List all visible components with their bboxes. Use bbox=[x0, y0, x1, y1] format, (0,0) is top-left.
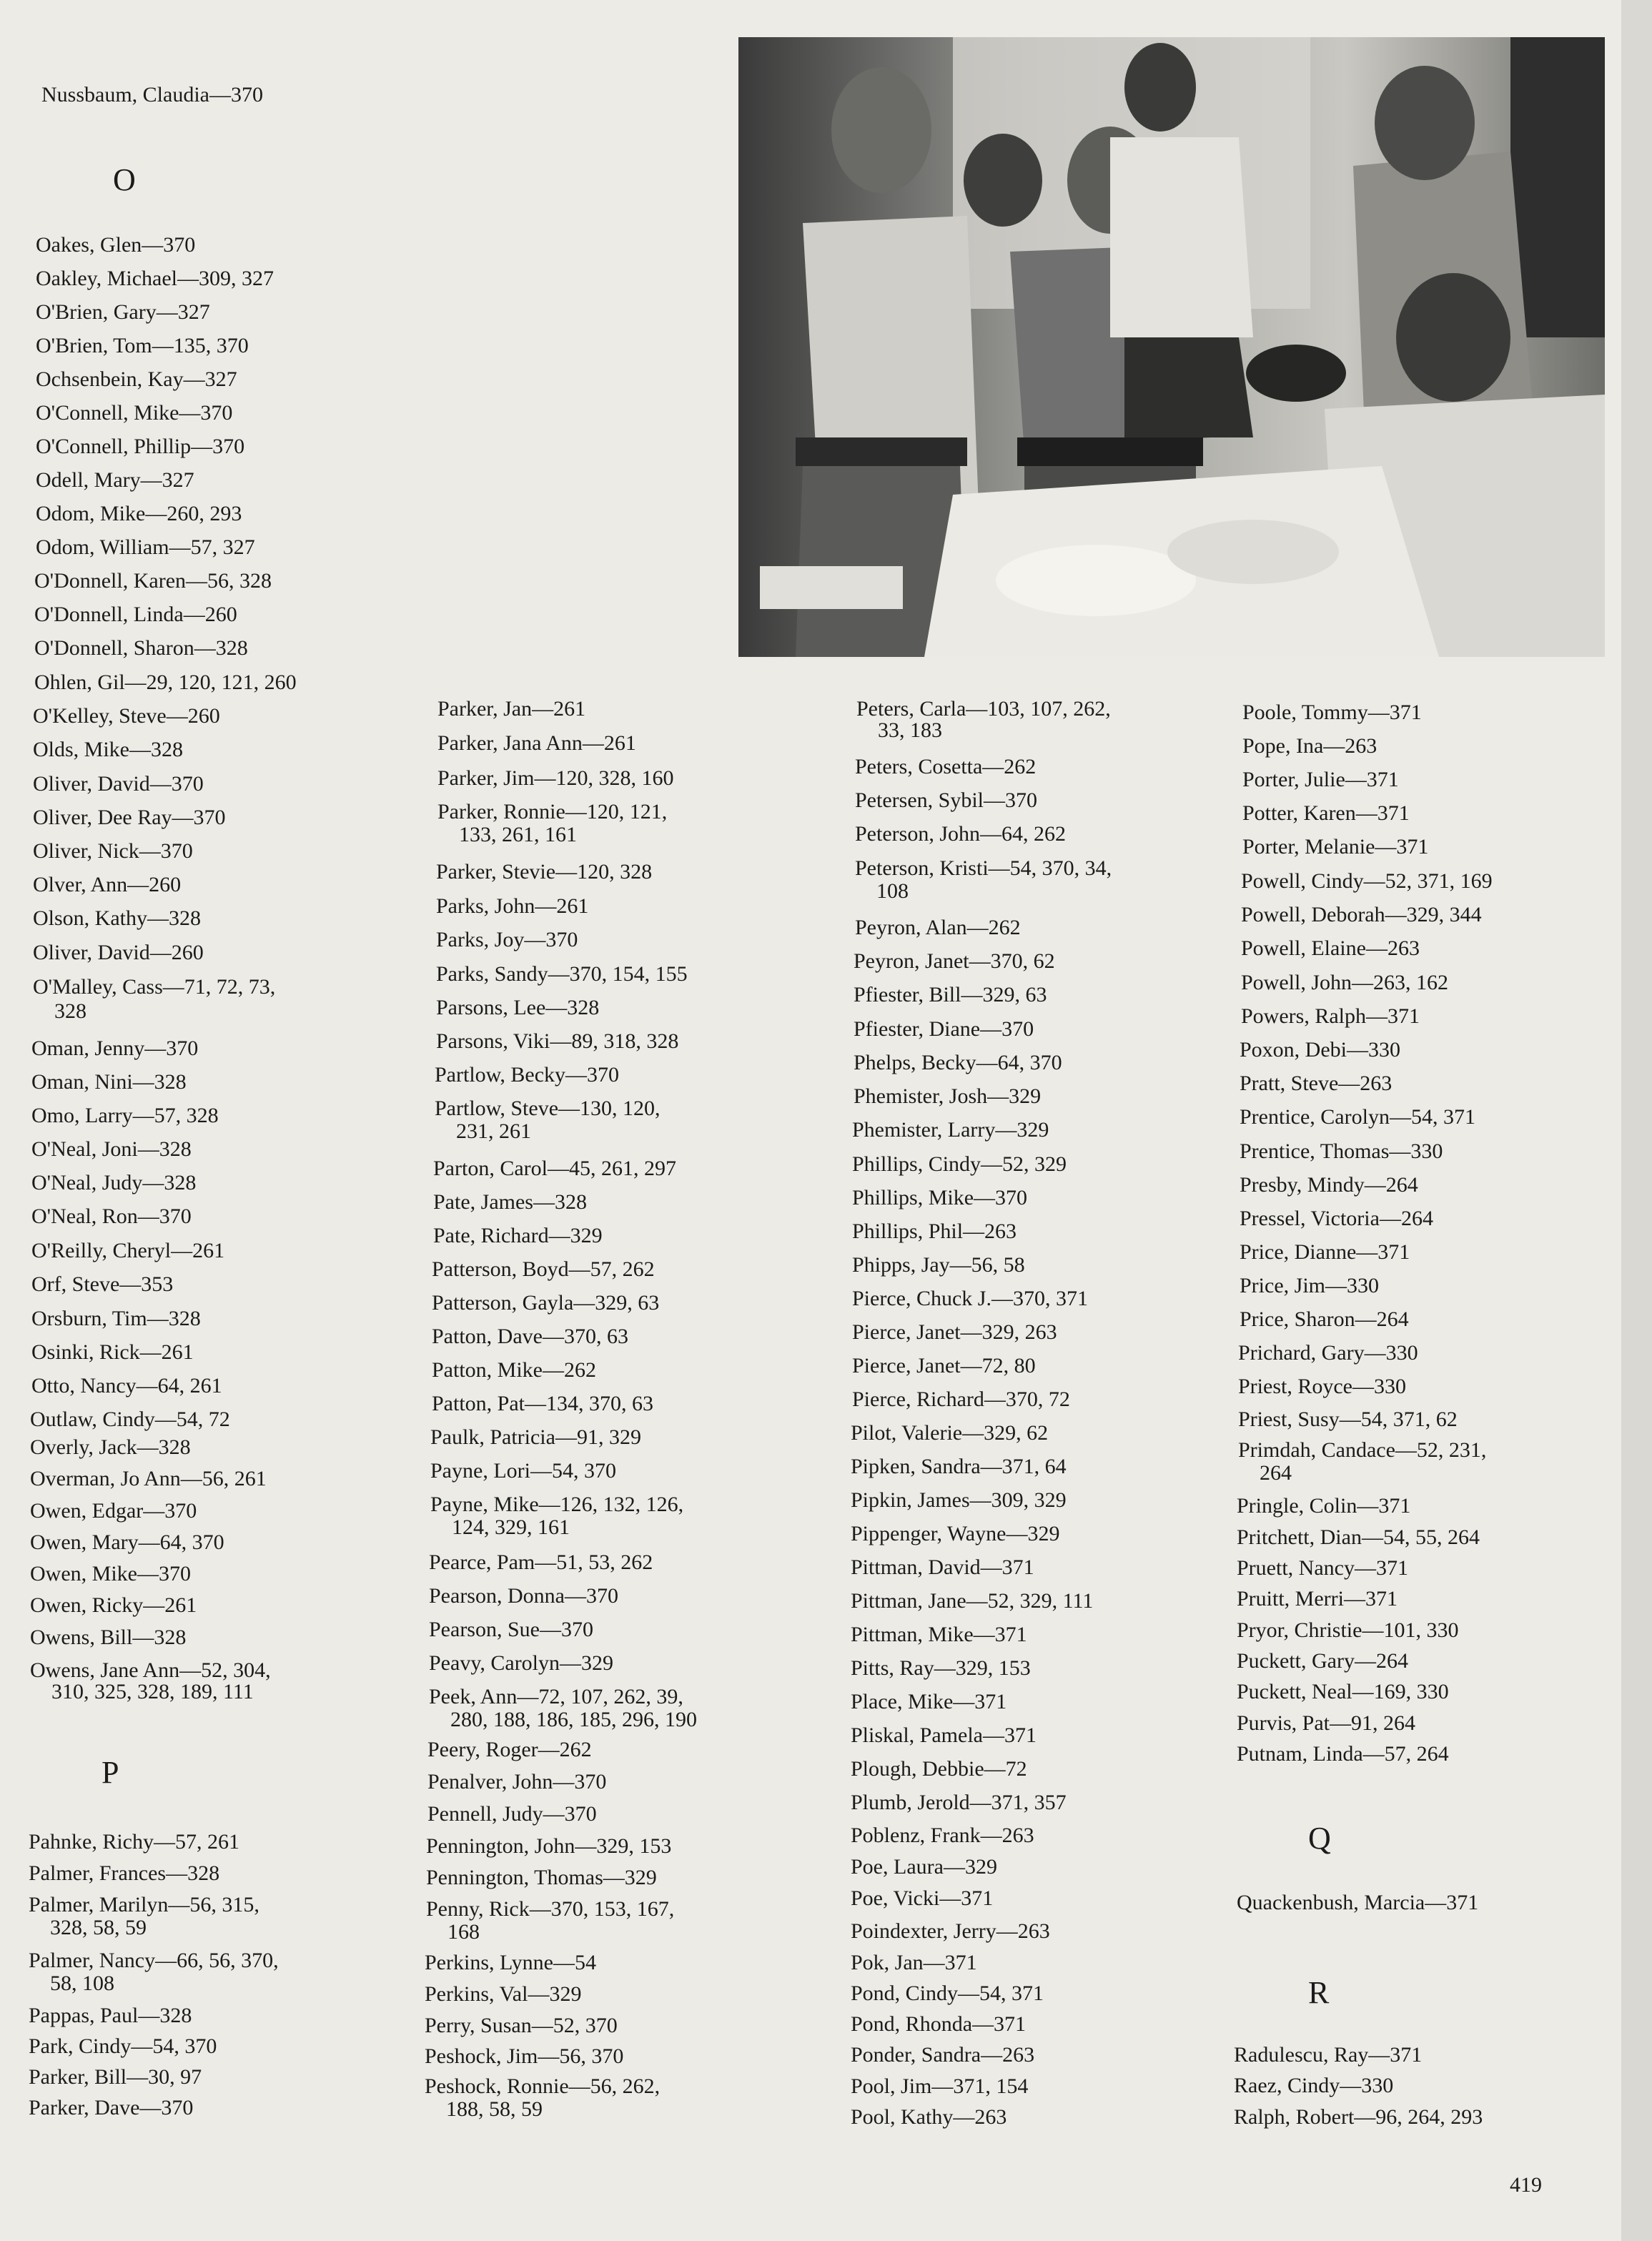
index-entry: Odom, William—57, 327 bbox=[36, 535, 255, 559]
index-entry: Priest, Royce—330 bbox=[1238, 1375, 1406, 1398]
index-entry: Owens, Jane Ann—52, 304, bbox=[30, 1658, 271, 1682]
index-entry: O'Kelley, Steve—260 bbox=[33, 704, 220, 728]
index-entry: Parks, Joy—370 bbox=[436, 928, 578, 951]
index-entry: Oliver, David—370 bbox=[33, 772, 204, 796]
index-entry: Olver, Ann—260 bbox=[33, 873, 182, 896]
index-entry: Purvis, Pat—91, 264 bbox=[1237, 1711, 1416, 1735]
index-entry: Pope, Ina—263 bbox=[1242, 734, 1378, 758]
index-entry: O'Neal, Ron—370 bbox=[31, 1204, 192, 1228]
index-entry-continued: 231, 261 bbox=[456, 1119, 531, 1143]
index-entry: Prentice, Thomas—330 bbox=[1240, 1139, 1443, 1163]
index-entry: Pate, James—328 bbox=[433, 1190, 587, 1214]
index-entry: Porter, Julie—371 bbox=[1242, 768, 1399, 791]
index-entry: Perkins, Lynne—54 bbox=[425, 1951, 596, 1974]
index-entry: Peters, Cosetta—262 bbox=[855, 755, 1037, 778]
index-entry: Peshock, Ronnie—56, 262, bbox=[425, 2074, 661, 2098]
section-heading-p: P bbox=[102, 1755, 119, 1790]
index-entry-continued: 58, 108 bbox=[50, 1972, 114, 1995]
index-entry: O'Brien, Gary—327 bbox=[36, 300, 210, 324]
index-entry: Phillips, Cindy—52, 329 bbox=[852, 1152, 1067, 1176]
section-heading-o: O bbox=[113, 162, 136, 197]
index-entry: Pond, Cindy—54, 371 bbox=[851, 1982, 1044, 2005]
index-entry: Primdah, Candace—52, 231, bbox=[1238, 1438, 1487, 1462]
index-entry: Phemister, Larry—329 bbox=[852, 1118, 1049, 1142]
yearbook-photo bbox=[738, 37, 1605, 657]
index-entry: Pierce, Janet—329, 263 bbox=[852, 1320, 1057, 1344]
index-entry: Pool, Jim—371, 154 bbox=[851, 2074, 1029, 2098]
index-entry: Parks, Sandy—370, 154, 155 bbox=[436, 962, 688, 986]
index-entry: Park, Cindy—54, 370 bbox=[29, 2034, 217, 2058]
index-entry: Pearson, Sue—370 bbox=[429, 1618, 593, 1641]
index-entry: Peavy, Carolyn—329 bbox=[429, 1651, 614, 1675]
index-entry: Pilot, Valerie—329, 62 bbox=[851, 1421, 1049, 1445]
index-entry: Poe, Vicki—371 bbox=[851, 1886, 994, 1910]
index-entry: Peterson, John—64, 262 bbox=[855, 822, 1066, 846]
index-entry: Presby, Mindy—264 bbox=[1240, 1173, 1418, 1197]
index-entry: Parsons, Viki—89, 318, 328 bbox=[436, 1029, 679, 1053]
index-entry: Perkins, Val—329 bbox=[425, 1982, 582, 2006]
index-entry: Poe, Laura—329 bbox=[851, 1855, 997, 1879]
index-entry: Price, Jim—330 bbox=[1240, 1274, 1379, 1297]
index-entry: Oliver, Dee Ray—370 bbox=[33, 806, 226, 829]
index-entry: Price, Dianne—371 bbox=[1240, 1240, 1410, 1264]
index-entry: Plumb, Jerold—371, 357 bbox=[851, 1791, 1067, 1814]
index-entry: Oman, Nini—328 bbox=[31, 1070, 187, 1094]
index-entry: Parton, Carol—45, 261, 297 bbox=[433, 1157, 676, 1180]
index-entry: Puckett, Neal—169, 330 bbox=[1237, 1680, 1449, 1703]
index-entry: Pahnke, Richy—57, 261 bbox=[29, 1830, 239, 1854]
index-entry: Pennington, Thomas—329 bbox=[426, 1866, 657, 1889]
index-entry: Perry, Susan—52, 370 bbox=[425, 2014, 618, 2037]
index-entry: Pipkin, James—309, 329 bbox=[851, 1488, 1067, 1512]
index-entry: O'Brien, Tom—135, 370 bbox=[36, 334, 249, 357]
index-entry: Pryor, Christie—101, 330 bbox=[1237, 1618, 1459, 1642]
index-entry: Pritchett, Dian—54, 55, 264 bbox=[1237, 1525, 1480, 1549]
index-entry: Penalver, John—370 bbox=[427, 1770, 607, 1794]
index-entry: Poblenz, Frank—263 bbox=[851, 1824, 1034, 1847]
index-entry: Pruett, Nancy—371 bbox=[1237, 1556, 1408, 1580]
index-entry: Payne, Mike—126, 132, 126, bbox=[430, 1493, 684, 1516]
section-heading-q: Q bbox=[1308, 1821, 1331, 1856]
index-entry: Parker, Jana Ann—261 bbox=[437, 731, 636, 755]
index-entry: Orsburn, Tim—328 bbox=[31, 1307, 201, 1330]
index-entry: Owens, Bill—328 bbox=[30, 1626, 187, 1649]
index-entry: Puckett, Gary—264 bbox=[1237, 1649, 1408, 1673]
index-entry: Pittman, Mike—371 bbox=[851, 1623, 1027, 1646]
index-entry: Olson, Kathy—328 bbox=[33, 906, 201, 930]
index-entry: Ponder, Sandra—263 bbox=[851, 2043, 1035, 2067]
index-entry: Parsons, Lee—328 bbox=[436, 996, 600, 1019]
index-entry: Otto, Nancy—64, 261 bbox=[31, 1374, 222, 1397]
index-entry: Radulescu, Ray—371 bbox=[1234, 2043, 1423, 2067]
index-entry-continued: 264 bbox=[1260, 1461, 1292, 1485]
index-entry: Pittman, David—371 bbox=[851, 1555, 1034, 1579]
index-entry: Quackenbush, Marcia—371 bbox=[1237, 1891, 1479, 1914]
index-entry: Raez, Cindy—330 bbox=[1234, 2074, 1394, 2097]
section-heading-r: R bbox=[1308, 1975, 1330, 2010]
index-entry: Payne, Lori—54, 370 bbox=[430, 1459, 616, 1483]
index-entry: Odell, Mary—327 bbox=[36, 468, 194, 492]
index-entry-continued: 108 bbox=[876, 879, 909, 903]
index-entry: Oakes, Glen—370 bbox=[36, 233, 196, 257]
index-entry: Phipps, Jay—56, 58 bbox=[852, 1253, 1025, 1277]
index-entry: Oman, Jenny—370 bbox=[31, 1037, 199, 1060]
index-entry: Pierce, Chuck J.—370, 371 bbox=[852, 1287, 1088, 1310]
index-entry: Owen, Mary—64, 370 bbox=[30, 1530, 224, 1554]
index-entry: Phelps, Becky—64, 370 bbox=[854, 1051, 1062, 1074]
index-entry: Overly, Jack—328 bbox=[30, 1435, 191, 1459]
index-entry: Parker, Dave—370 bbox=[29, 2096, 194, 2119]
index-entry: Powell, Deborah—329, 344 bbox=[1241, 903, 1482, 926]
index-entry: Powell, Elaine—263 bbox=[1241, 936, 1420, 960]
index-entry: Penny, Rick—370, 153, 167, bbox=[426, 1897, 675, 1921]
index-entry: Peters, Carla—103, 107, 262, bbox=[856, 697, 1111, 721]
index-entry: Oliver, Nick—370 bbox=[33, 839, 193, 863]
index-entry: Putnam, Linda—57, 264 bbox=[1237, 1742, 1449, 1766]
index-entry: O'Neal, Judy—328 bbox=[31, 1171, 197, 1194]
index-entry: Pippenger, Wayne—329 bbox=[851, 1522, 1060, 1545]
index-entry: Ralph, Robert—96, 264, 293 bbox=[1234, 2105, 1483, 2129]
index-entry-continued: 328, 58, 59 bbox=[50, 1916, 147, 1939]
index-entry-continued: 328 bbox=[54, 999, 86, 1023]
page-edge-strip bbox=[1621, 0, 1652, 2241]
index-entry: Peyron, Janet—370, 62 bbox=[854, 949, 1055, 973]
index-entry: Pok, Jan—371 bbox=[851, 1951, 977, 1974]
index-entry: Pappas, Paul—328 bbox=[29, 2004, 192, 2027]
index-entry: Phillips, Mike—370 bbox=[852, 1186, 1028, 1209]
index-entry: Place, Mike—371 bbox=[851, 1690, 1007, 1713]
index-entry: O'Reilly, Cheryl—261 bbox=[31, 1239, 225, 1262]
index-entry: Odom, Mike—260, 293 bbox=[36, 502, 242, 525]
index-entry: Pool, Kathy—263 bbox=[851, 2105, 1007, 2129]
index-entry: Parker, Stevie—120, 328 bbox=[436, 860, 653, 884]
index-entry-continued: 33, 183 bbox=[878, 718, 942, 742]
index-entry: Price, Sharon—264 bbox=[1240, 1307, 1409, 1331]
index-entry: O'Malley, Cass—71, 72, 73, bbox=[33, 975, 276, 999]
index-entry: Phemister, Josh—329 bbox=[854, 1084, 1042, 1108]
index-entry: Parks, John—261 bbox=[436, 894, 589, 918]
index-entry: Pittman, Jane—52, 329, 111 bbox=[851, 1589, 1094, 1613]
index-entry: Patton, Pat—134, 370, 63 bbox=[432, 1392, 654, 1415]
index-entry: Parker, Jan—261 bbox=[437, 697, 586, 721]
index-entry: Plough, Debbie—72 bbox=[851, 1757, 1027, 1781]
index-entry: Pennington, John—329, 153 bbox=[426, 1834, 672, 1858]
index-entry: Partlow, Becky—370 bbox=[435, 1063, 620, 1087]
index-entry: Pressel, Victoria—264 bbox=[1240, 1207, 1433, 1230]
index-entry: Prentice, Carolyn—54, 371 bbox=[1240, 1105, 1475, 1129]
index-entry: Poindexter, Jerry—263 bbox=[851, 1919, 1050, 1943]
index-entry: O'Connell, Phillip—370 bbox=[36, 435, 245, 458]
index-entry: Palmer, Frances—328 bbox=[29, 1861, 220, 1885]
index-entry: Owen, Mike—370 bbox=[30, 1562, 191, 1585]
index-entry-continued: 310, 325, 328, 189, 111 bbox=[51, 1680, 254, 1703]
index-entry: Powell, Cindy—52, 371, 169 bbox=[1241, 869, 1493, 893]
index-entry: Palmer, Marilyn—56, 315, bbox=[29, 1893, 259, 1916]
page-number: 419 bbox=[1510, 2173, 1542, 2197]
index-entry: Pfiester, Bill—329, 63 bbox=[854, 983, 1047, 1006]
index-entry: O'Donnell, Sharon—328 bbox=[34, 636, 248, 660]
index-entry: Peyron, Alan—262 bbox=[855, 916, 1021, 939]
index-entry: Powell, John—263, 162 bbox=[1241, 971, 1449, 994]
index-entry: Palmer, Nancy—66, 56, 370, bbox=[29, 1949, 279, 1972]
index-entry: Oliver, David—260 bbox=[33, 941, 204, 964]
index-entry: Outlaw, Cindy—54, 72 bbox=[30, 1408, 230, 1431]
index-entry: Poole, Tommy—371 bbox=[1242, 701, 1422, 724]
index-entry: Potter, Karen—371 bbox=[1242, 801, 1410, 825]
index-entry: Oakley, Michael—309, 327 bbox=[36, 267, 274, 290]
index-entry: Pitts, Ray—329, 153 bbox=[851, 1656, 1031, 1680]
index-entry: Partlow, Steve—130, 120, bbox=[435, 1097, 661, 1120]
index-entry: Pond, Rhonda—371 bbox=[851, 2012, 1027, 2036]
index-entry: Owen, Edgar—370 bbox=[30, 1499, 197, 1523]
index-entry: Powers, Ralph—371 bbox=[1241, 1004, 1420, 1028]
index-entry: Overman, Jo Ann—56, 261 bbox=[30, 1467, 267, 1490]
index-entry: Porter, Melanie—371 bbox=[1242, 835, 1429, 859]
index-entry: Pringle, Colin—371 bbox=[1237, 1494, 1411, 1518]
index-entry: Patton, Mike—262 bbox=[432, 1358, 596, 1382]
index-entry: Orf, Steve—353 bbox=[31, 1272, 174, 1296]
index-entry-continued: 188, 58, 59 bbox=[446, 2097, 543, 2121]
index-entry: Peshock, Jim—56, 370 bbox=[425, 2044, 624, 2068]
index-entry: Pipken, Sandra—371, 64 bbox=[851, 1455, 1067, 1478]
index-entry: Petersen, Sybil—370 bbox=[855, 788, 1037, 812]
index-entry: Pfiester, Diane—370 bbox=[854, 1017, 1034, 1041]
index-entry: Priest, Susy—54, 371, 62 bbox=[1238, 1408, 1458, 1431]
index-entry: Peery, Roger—262 bbox=[427, 1738, 592, 1761]
index-entry-continued: 168 bbox=[447, 1920, 480, 1944]
index-entry: O'Donnell, Linda—260 bbox=[34, 603, 237, 626]
index-entry: Poxon, Debi—330 bbox=[1240, 1038, 1400, 1062]
index-entry: Prichard, Gary—330 bbox=[1238, 1341, 1418, 1365]
index-entry: Patterson, Gayla—329, 63 bbox=[432, 1291, 660, 1315]
index-entry: Pratt, Steve—263 bbox=[1240, 1072, 1393, 1095]
index-entry: Omo, Larry—57, 328 bbox=[31, 1104, 219, 1127]
index-entry: Patton, Dave—370, 63 bbox=[432, 1325, 628, 1348]
index-entry: Parker, Ronnie—120, 121, bbox=[437, 800, 668, 823]
index-entry: Pearce, Pam—51, 53, 262 bbox=[429, 1550, 653, 1574]
index-entry-continued: 280, 188, 186, 185, 296, 190 bbox=[450, 1708, 697, 1731]
photo-illustration bbox=[738, 37, 1605, 657]
index-entry: Patterson, Boyd—57, 262 bbox=[432, 1257, 655, 1281]
index-entry: Pierce, Janet—72, 80 bbox=[852, 1354, 1036, 1377]
index-entry: Pliskal, Pamela—371 bbox=[851, 1723, 1037, 1747]
index-entry: Pate, Richard—329 bbox=[433, 1224, 603, 1247]
index-entry: Peek, Ann—72, 107, 262, 39, bbox=[429, 1685, 683, 1708]
index-entry-continued: 124, 329, 161 bbox=[452, 1515, 570, 1539]
index-entry: Pearson, Donna—370 bbox=[429, 1584, 618, 1608]
index-entry: O'Neal, Joni—328 bbox=[31, 1137, 192, 1161]
index-entry: Nussbaum, Claudia—370 bbox=[41, 83, 263, 107]
index-entry: Pierce, Richard—370, 72 bbox=[852, 1387, 1070, 1411]
index-entry: Peterson, Kristi—54, 370, 34, bbox=[855, 856, 1112, 880]
index-entry-continued: 133, 261, 161 bbox=[459, 823, 577, 846]
index-entry: Parker, Bill—30, 97 bbox=[29, 2065, 202, 2089]
index-entry: Paulk, Patricia—91, 329 bbox=[430, 1425, 641, 1449]
index-entry: O'Donnell, Karen—56, 328 bbox=[34, 569, 272, 593]
index-entry: Ohlen, Gil—29, 120, 121, 260 bbox=[34, 671, 297, 694]
index-entry: Pruitt, Merri—371 bbox=[1237, 1587, 1398, 1611]
index-entry: Olds, Mike—328 bbox=[33, 738, 183, 761]
index-entry: Ochsenbein, Kay—327 bbox=[36, 367, 237, 391]
index-entry: Pennell, Judy—370 bbox=[427, 1802, 597, 1826]
index-entry: Parker, Jim—120, 328, 160 bbox=[437, 766, 674, 790]
index-entry: Phillips, Phil—263 bbox=[852, 1220, 1017, 1243]
index-entry: O'Connell, Mike—370 bbox=[36, 401, 233, 425]
index-entry: Owen, Ricky—261 bbox=[30, 1593, 197, 1617]
index-entry: Osinki, Rick—261 bbox=[31, 1340, 194, 1364]
